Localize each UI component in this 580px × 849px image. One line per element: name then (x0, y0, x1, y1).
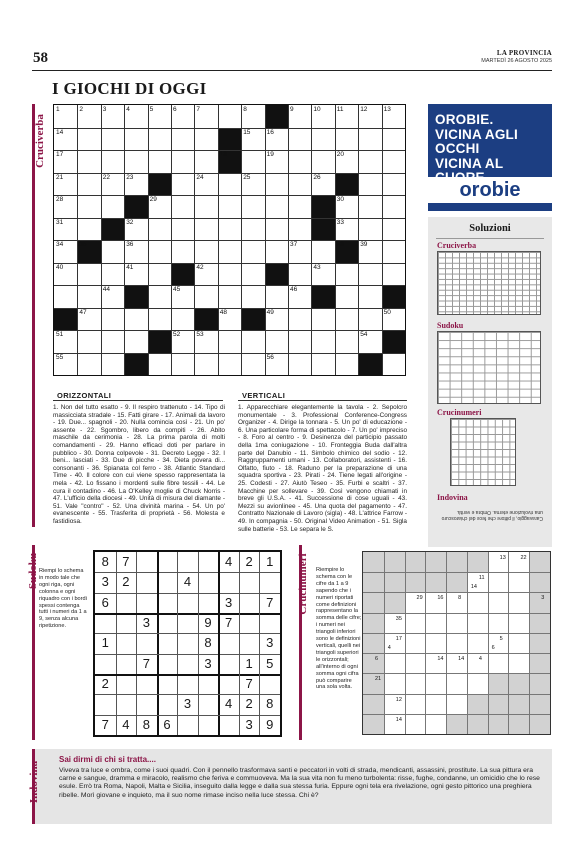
black-cell (311, 195, 334, 218)
ad-line-2: VICINA AGLI OCCHI (435, 126, 518, 156)
grid-line (363, 694, 550, 695)
page-number: 58 (33, 50, 48, 66)
clue-number: 53 (196, 331, 204, 338)
shaded-cell (446, 572, 467, 592)
black-cell (358, 353, 381, 376)
sum-clue: 11 (478, 575, 485, 582)
grid-line (54, 308, 405, 309)
sudoku-given: 6 (163, 716, 171, 732)
grid-line (363, 653, 550, 654)
shaded-cell (467, 552, 488, 572)
clue-number: 35 (79, 241, 87, 248)
crucinumeri-instructions: Riempire lo schema con le cifre da 1 a 9 sapendo che i numeri riportati come definizioni rappresentano la somma delle cifre; i numeri nei triangoli inferiori sono le definizioni verticali, quelli nei triangoli superiori le orizzontali; all'interno di ogni somma ogni cifra può comparire una sola volta. (316, 567, 362, 691)
shaded-cell (363, 592, 384, 612)
down-rule (238, 400, 407, 401)
crucinumeri-solution-grid (450, 418, 516, 486)
solution-label-sudoku: Sudoku (437, 321, 464, 330)
clue-number: 15 (243, 128, 251, 136)
shaded-cell (363, 653, 384, 673)
sum-clue: 14 (395, 716, 402, 723)
solutions-rule (436, 238, 544, 239)
grid-line (54, 218, 405, 219)
grid-line (363, 633, 550, 634)
sum-clue: 4 (387, 644, 391, 651)
section-title: I GIOCHI DI OGGI (52, 79, 207, 98)
grid-line (54, 150, 405, 151)
shaded-cell (384, 592, 405, 612)
sudoku-given: 9 (266, 716, 274, 732)
sudoku-given: 7 (266, 594, 274, 610)
clue-number: 23 (126, 173, 134, 181)
ad-headline (435, 113, 552, 186)
clue-number: 40 (56, 263, 64, 271)
shaded-cell (529, 653, 550, 673)
clue-number: 28 (56, 196, 64, 203)
sudoku-given: 8 (142, 716, 150, 732)
solution-label-cruciverba: Cruciverba (437, 241, 477, 250)
clue-number: 13 (383, 106, 391, 113)
crossword-grid[interactable] (53, 104, 406, 376)
clue-number: 39 (360, 241, 368, 248)
indovina-title: Sai dirmi di chi si tratta.... (59, 755, 156, 764)
grid-line (54, 263, 405, 264)
black-cell (311, 218, 334, 241)
sudoku-given: 3 (266, 635, 274, 651)
indovina-solution-text: Caravaggio, il pittore che fece del chiaroscuro una rivoluzione eterna. Ombra e verità. (441, 509, 543, 521)
clue-number: 47 (79, 308, 87, 316)
shaded-cell (363, 613, 384, 633)
across-rule (53, 400, 223, 401)
sudoku-given: 2 (245, 696, 253, 712)
crossword-solution-grid (437, 251, 541, 315)
crucinumeri-label: Crucinumeri (297, 553, 309, 615)
clue-number: 22 (102, 173, 111, 181)
black-cell (171, 263, 194, 286)
sudoku-label: Sudoku (27, 552, 39, 590)
clue-number: 16 (266, 128, 274, 136)
sudoku-given: 7 (101, 716, 109, 732)
grid-line (363, 572, 550, 573)
clue-number: 32 (126, 218, 134, 226)
clue-number: 30 (336, 196, 345, 203)
clue-number: 46 (290, 286, 298, 293)
shaded-cell (508, 714, 529, 734)
clue-number: 42 (196, 263, 204, 271)
clue-number: 3 (102, 106, 107, 113)
shaded-cell (384, 572, 405, 592)
orobie-ad[interactable] (428, 104, 552, 211)
sudoku-grid[interactable] (93, 550, 282, 737)
clue-number: 49 (266, 308, 274, 316)
clue-number: 18 (219, 151, 228, 158)
black-cell (148, 173, 171, 196)
sum-clue: 29 (416, 595, 423, 602)
shaded-cell (384, 552, 405, 572)
sum-clue: 13 (499, 555, 506, 561)
clue-number: 21 (56, 173, 64, 181)
clue-number: 36 (126, 241, 134, 248)
sum-clue: 5 (499, 635, 503, 642)
grid-line (363, 592, 550, 593)
shaded-cell (529, 572, 550, 592)
grid-line (488, 552, 489, 734)
masthead (481, 49, 552, 64)
clue-number: 1 (56, 106, 60, 113)
sudoku-given: 6 (101, 594, 109, 610)
sudoku-given: 4 (183, 574, 192, 590)
sum-clue: 8 (458, 595, 462, 602)
sum-clue: 16 (437, 595, 444, 602)
sum-clue: 6 (491, 644, 495, 651)
sum-clue: 3 (541, 595, 545, 602)
sum-clue: 14 (470, 584, 477, 591)
clue-number: 31 (56, 218, 64, 226)
black-cell (265, 105, 288, 128)
orobie-logo: orobie (428, 177, 552, 203)
shaded-cell (425, 572, 446, 592)
clue-number: 8 (243, 106, 247, 113)
black-cell (218, 128, 241, 151)
sudoku-given: 3 (142, 615, 150, 630)
sudoku-given: 7 (224, 615, 233, 630)
shaded-cell (529, 592, 550, 612)
sum-clue: 14 (458, 656, 465, 663)
sudoku-given: 3 (101, 574, 109, 590)
black-cell (382, 330, 405, 353)
solution-label-crucinumeri: Crucinumeri (437, 408, 482, 417)
black-cell (148, 330, 171, 353)
sudoku-instructions: Riempi lo schema in modo tale che ogni riga, ogni colonna e ogni riquadro con i bordi spessi contenga tutti i numeri da 1 a 9, senza alcuna ripetizione. (39, 568, 87, 630)
sum-clue: 21 (375, 676, 382, 683)
sum-clue: 22 (520, 555, 527, 561)
clue-number: 54 (360, 331, 368, 338)
crucinumeri-grid[interactable] (362, 551, 551, 735)
down-clues: 1. Apparecchiare elegantemente la tavola - 2. Sepolcro monumentale - 3. Professional Conference-Congress Organizer - 4. Dirige la tonnara - 5. Un po' di educazione - 6. Una particolare forma di spettacolo - 7. Un po' imprecisо - 8. Foro al centro - 9. Desinenza del participio passato della 1ma coniugazione - 10. Fronteggia Buda dall'altra parte del Danubio - 11. Simbolo chimico del sodio - 12. Raggruppamenti umani - 13. Collaboratori, assistenti - 16. Olfatto, fiuto - 18. Raduno per la preparazione di una squadra sportiva - 23. Pirati - 24. Tiene legati all'origine - 25. Codesti - 27. Aiutò Teseo - 35. Furbi e scaltri - 37. Macchine per sollevare - 39. Così vengono chiamati in breve gli U.S.A. - 41. Successione di cose uguali - 43. Mezzi su avionlinee - 45. Una quota del pagamento - 47. Contratto Nazionale di Lavoro (sigla) - 48. L'attrice Farrow - 49. In compagnia - 50. Original Video Animation - 51. Sigla sulle batterie - 53. Le separa le S. (238, 404, 407, 533)
shaded-cell (446, 714, 467, 734)
black-cell (124, 285, 147, 308)
clue-number: 26 (313, 173, 321, 181)
clue-number: 38 (336, 241, 345, 248)
header-rule (32, 70, 552, 71)
down-heading: VERTICALI (242, 391, 286, 400)
solutions-box (428, 217, 552, 547)
ad-line-1: OROBIE. (435, 112, 494, 127)
grid-line (136, 552, 137, 735)
black-cell (124, 353, 147, 376)
ad-line-3: VICINA AL (435, 155, 504, 171)
clue-number: 50 (383, 308, 391, 316)
shaded-cell (488, 694, 509, 714)
clue-number: 37 (290, 241, 298, 248)
clue-number: 14 (56, 128, 64, 136)
sudoku-given: 8 (101, 554, 109, 569)
clue-number: 56 (266, 353, 274, 361)
grid-line (95, 613, 280, 615)
grid-line (54, 330, 405, 331)
sudoku-given: 3 (183, 696, 192, 712)
sudoku-given: 4 (224, 696, 233, 712)
sudoku-given: 1 (245, 655, 253, 671)
shaded-cell (363, 572, 384, 592)
grid-line (425, 552, 426, 734)
shaded-cell (529, 673, 550, 693)
grid-line (95, 633, 280, 634)
sum-clue: 4 (478, 656, 482, 663)
sudoku-given: 7 (245, 676, 253, 691)
clue-number: 4 (126, 106, 130, 113)
issue-date: MARTEDÌ 26 AGOSTO 2025 (481, 58, 552, 64)
shaded-cell (363, 552, 384, 572)
sudoku-given: 1 (266, 554, 274, 569)
black-cell (54, 308, 77, 331)
sudoku-given: 7 (122, 554, 130, 569)
sudoku-given: 4 (224, 554, 233, 569)
sudoku-given: 2 (122, 574, 130, 590)
shaded-cell (405, 572, 426, 592)
clue-number: 6 (173, 106, 177, 113)
clue-number: 45 (173, 286, 181, 293)
clue-number: 52 (173, 331, 181, 338)
solution-label-indovina: Indovina (437, 493, 468, 502)
shaded-cell (529, 694, 550, 714)
clue-number: 48 (219, 308, 228, 316)
clue-number: 5 (149, 106, 154, 113)
sum-clue: 17 (395, 635, 402, 642)
sudoku-given: 9 (204, 615, 212, 630)
sudoku-given: 3 (204, 655, 212, 671)
shaded-cell (488, 673, 509, 693)
grid-line (54, 240, 405, 241)
clue-number: 7 (196, 106, 201, 113)
shaded-cell (508, 673, 529, 693)
black-cell (311, 285, 334, 308)
sum-clue: 14 (437, 656, 444, 663)
clue-number: 2 (79, 106, 84, 113)
clue-number: 34 (56, 241, 64, 248)
clue-number: 43 (313, 263, 321, 271)
sudoku-given: 3 (224, 594, 233, 610)
sudoku-given: 8 (266, 696, 274, 712)
sudoku-given: 3 (245, 716, 253, 732)
shaded-cell (529, 633, 550, 653)
shaded-cell (529, 552, 550, 572)
clue-number: 17 (56, 151, 64, 158)
clue-number: 51 (56, 331, 64, 338)
clue-number: 9 (290, 106, 294, 113)
clue-number: 33 (336, 218, 345, 226)
grid-line (363, 613, 550, 614)
shaded-cell (446, 552, 467, 572)
sudoku-given: 4 (122, 716, 130, 732)
black-cell (241, 308, 264, 331)
grid-line (54, 195, 405, 196)
grid-line (363, 673, 550, 674)
grid-line (405, 552, 406, 734)
sum-clue: 35 (395, 615, 402, 622)
black-cell (124, 195, 147, 218)
across-clues: 1. Non del tutto esatto - 9. Il respiro trattenuto - 14. Tipo di massicciata stradale - 15. Fatti girare - 17. Animali da lavoro - 19. Due... spagnoli - 20. Nulla cominciа così - 21. Un po' assente - 22. Sgombro, libero da compiti - 26. Abito maschile da cerimonia - 28. La prima parola di molti comandamenti - 29. Hanno efficaci doti per parlare in pubblico - 30. Donna colpevole - 31. Decreto Legge - 32. I beni... lasciati - 33. Due di picche - 34. Dieta povera di... consonanti - 36. Spianata col ferro - 38. Atlantic Standard Time - 40. Il colore con cui viene spesso rappresentata la mela - 42. Lo fissano i mordenti sulle fibre tessili - 44. Le cura il contadino - 46. La O'Kelley moglie di Chuck Norris - 47. L'ufficio della diocesi - 49. Unità di misura del diamante - 51. Vale "contro" - 52. Una divinità marina - 54. Un po' evanescente - 55. Trasferita di proprietà - 56. Molesta e fastidiosa. (53, 404, 225, 525)
crossword-label: Cruciverba (34, 114, 46, 168)
sudoku-given: 1 (101, 635, 109, 651)
grid-line (363, 714, 550, 715)
shaded-cell (363, 714, 384, 734)
grid-line (54, 353, 405, 354)
grid-line (467, 552, 468, 734)
clue-number: 44 (102, 286, 111, 293)
sudoku-solution-grid (437, 331, 541, 404)
shaded-cell (508, 694, 529, 714)
grid-line (446, 552, 447, 734)
clue-number: 12 (360, 106, 368, 113)
shaded-cell (405, 552, 426, 572)
grid-line (54, 128, 405, 129)
shaded-cell (467, 714, 488, 734)
shaded-cell (363, 633, 384, 653)
clue-number: 20 (336, 151, 345, 158)
shaded-cell (425, 552, 446, 572)
shaded-cell (467, 694, 488, 714)
sudoku-given: 2 (101, 676, 109, 691)
grid-line (384, 552, 385, 734)
clue-number: 27 (336, 173, 345, 181)
shaded-cell (529, 714, 550, 734)
clue-number: 41 (126, 263, 134, 271)
clue-number: 55 (56, 353, 64, 361)
clue-number: 29 (149, 196, 157, 203)
shaded-cell (363, 694, 384, 714)
grid-line (508, 552, 509, 734)
sudoku-given: 5 (266, 655, 274, 671)
clue-number: 10 (313, 106, 321, 113)
black-cell (194, 308, 217, 331)
across-heading: ORIZZONTALI (57, 391, 112, 400)
shaded-cell (529, 613, 550, 633)
sum-clue: 12 (395, 696, 402, 703)
clue-number: 19 (266, 151, 274, 158)
sudoku-given: 2 (245, 554, 253, 569)
indovina-text: Viveva tra luce e ombra, come i suoi quadri. Con il pennello trasformava santi e peccatori in volti di strada, mendicanti, assassini, prostitute. La sua pittura era carne e sangue, dramma e miracolo, realismo che feriva e commuoveva. Ma la sua vita non fu meno turbolenta: risse, fughe, condanne, un omicidio che lo rese esule. Errò tra Roma, Napoli, Malta e Sicilia, inseguito dalla legge e dalla sua stessa furia. Eppure ogni tela era rivelazione, ogni gesto pittorico una preghiera ribelle. Morì giovane e inquieto, ma il suo nome rimase inciso nella luce stessa. Chi è? (59, 767, 540, 799)
sudoku-given: 7 (142, 655, 150, 671)
clue-number: 24 (196, 173, 204, 181)
black-cell (382, 285, 405, 308)
black-cell (101, 218, 124, 241)
black-cell (265, 263, 288, 286)
indovina-label: Indovina (28, 760, 40, 804)
sum-clue: 6 (375, 656, 379, 663)
solutions-title: Soluzioni (469, 223, 511, 234)
grid-line (95, 593, 280, 594)
sudoku-given: 8 (204, 635, 212, 651)
clue-number: 11 (336, 106, 344, 113)
newspaper-name: LA PROVINCIA (496, 49, 552, 57)
shaded-cell (488, 714, 509, 734)
grid-line (157, 552, 159, 735)
grid-line (529, 552, 530, 734)
clue-number: 25 (243, 173, 251, 181)
